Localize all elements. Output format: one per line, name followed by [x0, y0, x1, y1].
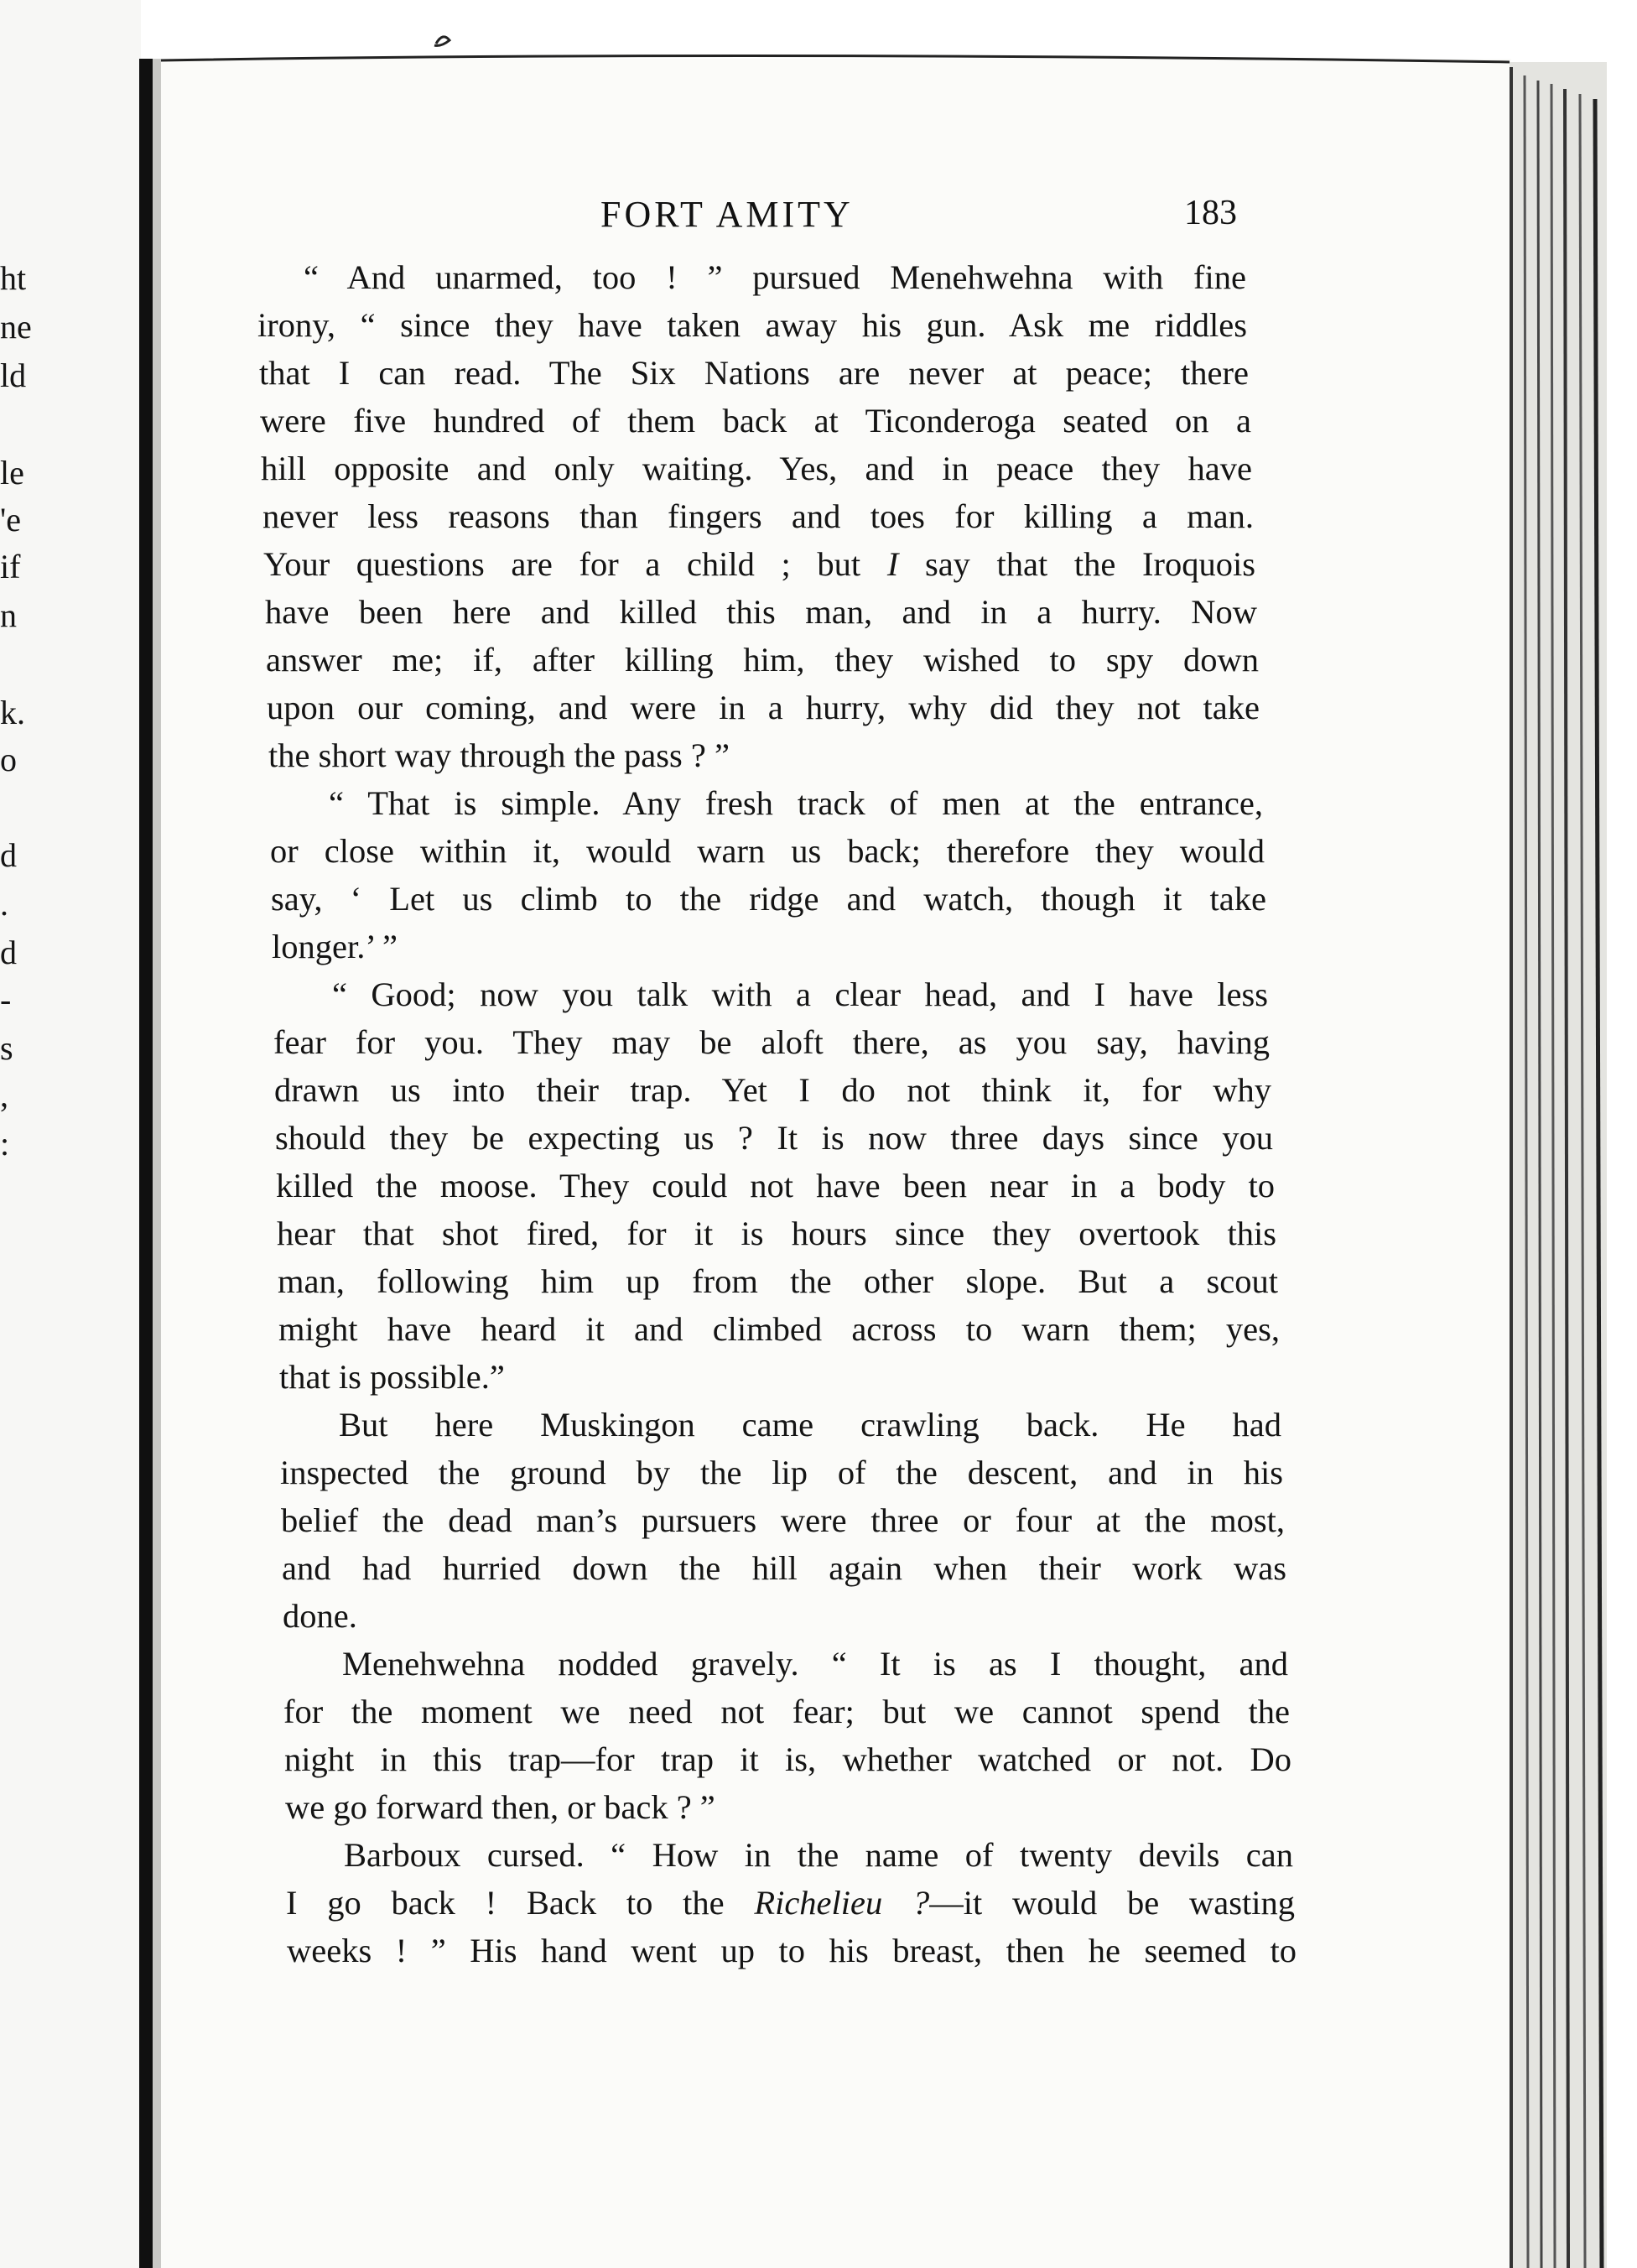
text-line: longer.’ ” — [272, 928, 398, 965]
left-page-fragment: : — [0, 1125, 10, 1163]
left-page-fragment: k. — [0, 694, 25, 731]
text-line: the short way through the pass ? ” — [268, 736, 730, 774]
left-page-fragment: , — [0, 1076, 8, 1114]
text-line: killed the moose. They could not have been near in a body to — [276, 1167, 1275, 1204]
left-page-fragment: ne — [0, 308, 32, 346]
text-line: that is possible.” — [279, 1358, 505, 1396]
text-line: might have heard it and climbed across to warn them; yes, — [278, 1310, 1280, 1348]
left-page-fragment: ht — [0, 259, 27, 297]
text-line: Your questions are for a child ; but I say that the Iroquois — [263, 545, 1255, 583]
text-line: and had hurried down the hill again when their work was — [282, 1549, 1286, 1587]
text-line: Barboux cursed. “ How in the name of twenty devils can — [344, 1836, 1293, 1874]
text-line: “ Good; now you talk with a clear head, and I have less — [332, 975, 1268, 1013]
left-page-fragment: . — [0, 885, 8, 923]
text-line: done. — [283, 1597, 357, 1635]
text-line: man, following him up from the other slope. But a scout — [278, 1262, 1278, 1300]
left-page-fragment: if — [0, 548, 21, 585]
text-line: we go forward then, or back ? ” — [285, 1788, 715, 1826]
text-line: I go back ! Back to the Richelieu ?—it would be wasting — [286, 1884, 1295, 1922]
text-line: Menehwehna nodded gravely. “ It is as I thought, and — [342, 1645, 1288, 1683]
text-line: belief the dead man’s pursuers were three or four at the most, — [281, 1501, 1285, 1539]
text-line: But here Muskingon came crawling back. He had — [339, 1406, 1281, 1444]
text-line: have been here and killed this man, and in a hurry. Now — [265, 593, 1257, 631]
left-page-fragment: d — [0, 934, 17, 971]
book-gutter — [139, 59, 153, 2268]
text-line: for the moment we need not fear; but we cannot spend the — [283, 1693, 1290, 1730]
left-page-fragment: n — [0, 596, 17, 634]
text-line: irony, “ since they have taken away his gun. Ask me riddles — [257, 306, 1247, 344]
left-page-fragment: - — [0, 981, 12, 1018]
left-page-fragment: le — [0, 454, 24, 492]
text-line: never less reasons than fingers and toes for killing a man. — [262, 497, 1254, 535]
text-line: should they be expecting us ? It is now three days since you — [275, 1119, 1273, 1157]
text-line: inspected the ground by the lip of the descent, and in his — [280, 1454, 1283, 1491]
scan-right-margin — [1607, 0, 1637, 2268]
left-page-fragment: ld — [0, 356, 27, 394]
italic-word: I — [886, 545, 899, 583]
left-page-fragment: s — [0, 1029, 13, 1067]
text-line: answer me; if, after killing him, they wished to spy down — [266, 641, 1259, 679]
text-line: hill opposite and only waiting. Yes, and in peace they have — [261, 450, 1252, 487]
text-line: “ And unarmed, too ! ” pursued Menehwehna with fine — [304, 258, 1246, 296]
italic-word: Richelieu ? — [754, 1884, 930, 1922]
text-line: night in this trap—for trap it is, whether watched or not. Do — [284, 1740, 1291, 1778]
left-page-fragment: o — [0, 741, 17, 778]
running-header-title: FORT AMITY — [600, 194, 854, 235]
text-line: hear that shot fired, for it is hours since they overtook this — [277, 1215, 1276, 1252]
left-page-fragment: 'e — [0, 501, 21, 538]
text-line: were five hundred of them back at Ticonderoga seated on a — [260, 402, 1251, 440]
text-line: “ That is simple. Any fresh track of men at the entrance, — [329, 784, 1263, 822]
text-line: or close within it, would warn us back; therefore they would — [270, 832, 1265, 870]
gutter-shadow — [153, 59, 161, 2268]
page-number: 183 — [1184, 194, 1237, 232]
text-line: say, ‘ Let us climb to the ridge and watch, though it take — [271, 880, 1266, 918]
text-line: drawn us into their trap. Yet I do not think it, for why — [274, 1071, 1271, 1109]
text-line: weeks ! ” His hand went up to his breast, then he seemed to — [287, 1932, 1297, 1969]
text-line: upon our coming, and were in a hurry, why did they not take — [267, 689, 1260, 726]
left-page-fragment: d — [0, 836, 17, 874]
text-line: that I can read. The Six Nations are never at peace; there — [259, 354, 1249, 392]
text-line: fear for you. They may be aloft there, as you say, having — [273, 1023, 1270, 1061]
